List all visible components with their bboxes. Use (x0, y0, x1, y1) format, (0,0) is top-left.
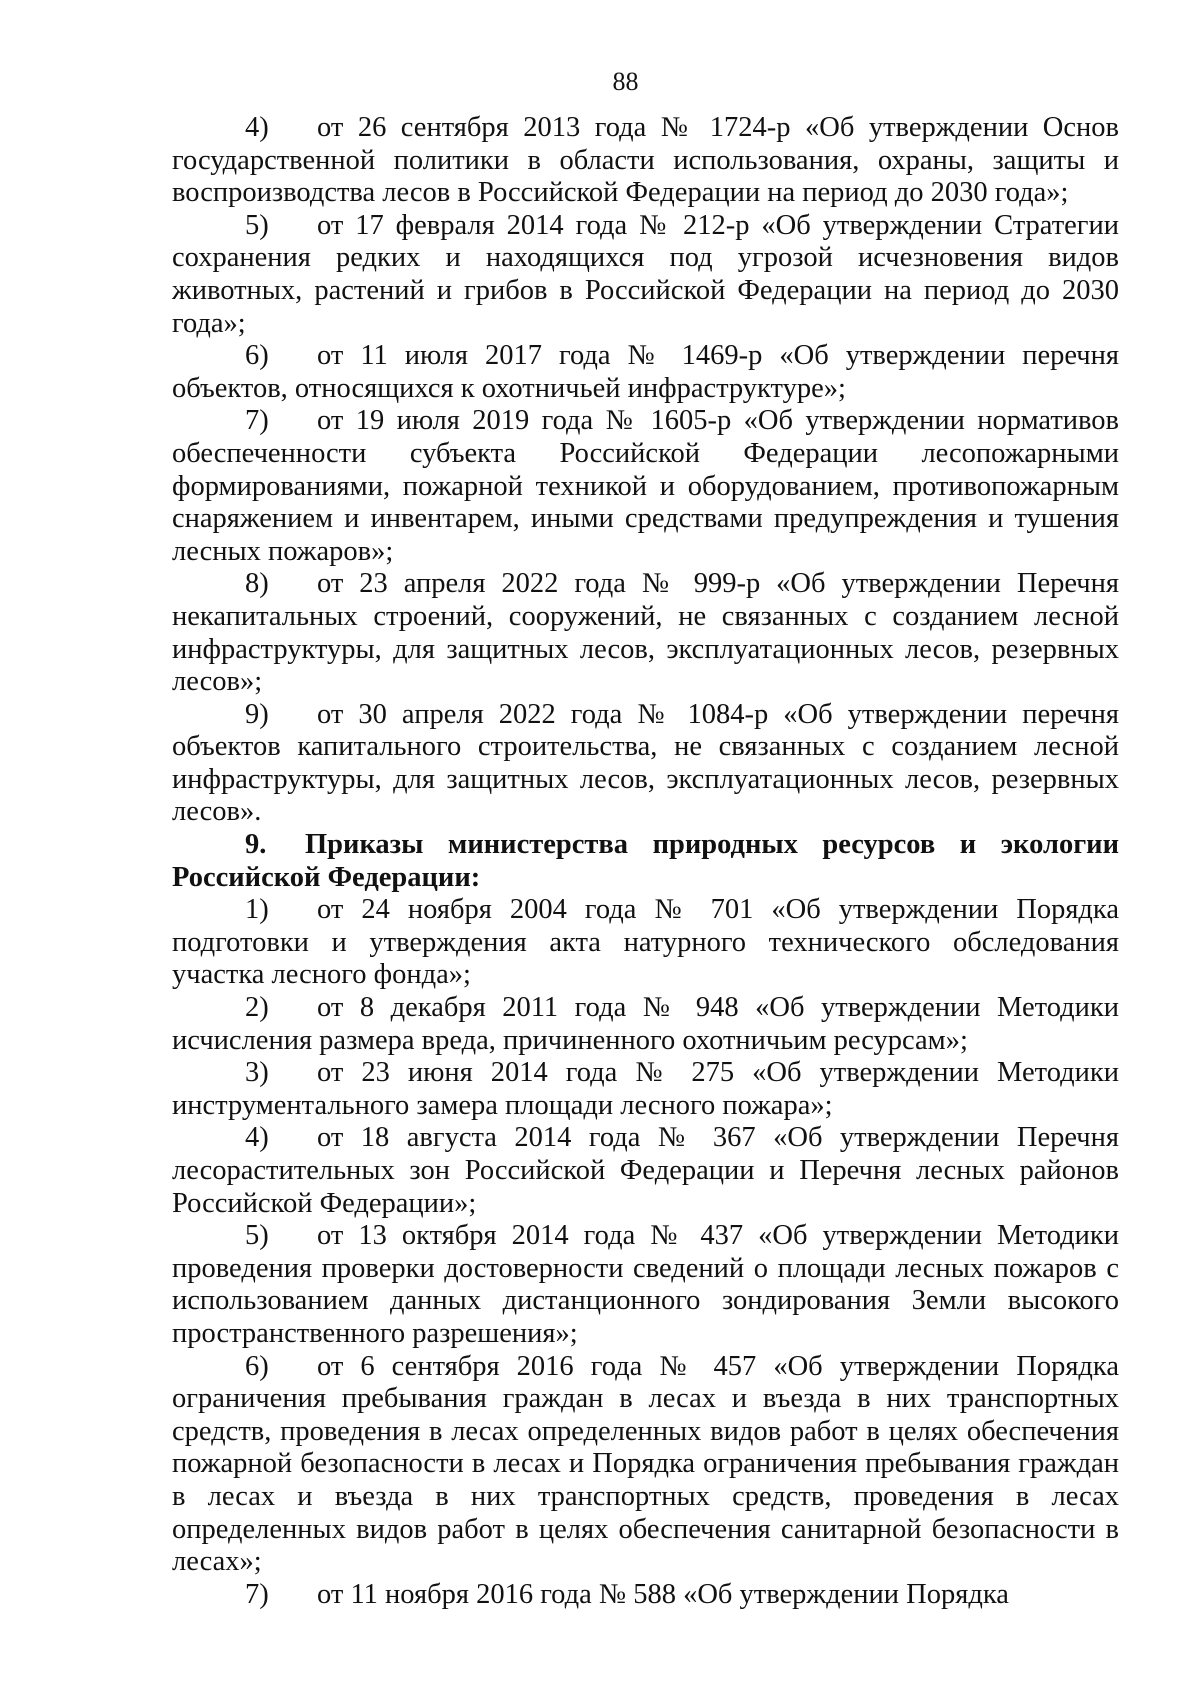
list-item (172, 1122, 1119, 1220)
list-item (172, 210, 1119, 340)
item-number: 4) (245, 1122, 269, 1154)
list-item (172, 894, 1119, 992)
list-item (172, 699, 1119, 829)
list-item (172, 340, 1119, 405)
list-item (172, 112, 1119, 210)
item-text: от 26 сентября 2013 года № 1724-р «Об утверждении Основ государственной политики в области использования, охраны, защиты и воспроизводства лесов в Российской Федерации на период до 2030 года»; (172, 112, 1119, 209)
list-item (172, 405, 1119, 568)
section-number: 9. (245, 829, 267, 861)
item-number: 4) (245, 112, 269, 143)
item-number: 3) (245, 1057, 269, 1089)
list-item (172, 568, 1119, 698)
item-text: от 19 июля 2019 года № 1605-р «Об утверждении нормативов обеспеченности субъекта Российской Федерации лесопожарными формированиями, пожарной техникой и оборудованием, противопожарным снаряжением и инвентарем, иными средствами предупреждения и тушения лесных пожаров»; (172, 405, 1119, 567)
list-item (172, 1057, 1119, 1122)
list-item (172, 992, 1119, 1057)
item-text: от 13 октября 2014 года № 437 «Об утверждении Методики проведения проверки достоверности сведений о площади лесных пожаров с использованием данных дистанционного зондирования Земли высокого пространственного разрешения»; (172, 1220, 1119, 1349)
item-number: 7) (245, 1578, 269, 1610)
item-number: 2) (245, 992, 269, 1024)
item-number: 9) (245, 698, 269, 730)
item-text: от 30 апреля 2022 года № 1084-р «Об утверждении перечня объектов капитального строительства, не связанных с созданием лесной инфраструктуры, для защитных лесов, эксплуатационных лесов, резервных лесов». (172, 698, 1119, 828)
section-heading (172, 829, 1119, 894)
item-text: от 11 ноября 2016 года № 588 «Об утверждении Порядка (317, 1578, 1009, 1610)
item-number: 5) (245, 209, 269, 241)
item-text: от 18 августа 2014 года № 367 «Об утверждении Перечня лесорастительных зон Российской Федерации и Перечня лесных районов Российской Федерации»; (172, 1122, 1119, 1219)
list-item (172, 1351, 1119, 1579)
list-item (172, 1579, 1119, 1612)
item-number: 7) (245, 405, 269, 437)
item-number: 1) (245, 894, 269, 926)
item-text: от 23 апреля 2022 года № 999-р «Об утверждении Перечня некапитальных строений, сооружений, не связанных с созданием лесной инфраструктуры, для защитных лесов, эксплуатационных лесов, резервных лесов»; (172, 568, 1119, 698)
item-text: от 11 июля 2017 года № 1469-р «Об утверждении перечня объектов, относящихся к охотничьей инфраструктуре»; (172, 340, 1119, 404)
item-text: от 23 июня 2014 года № 275 «Об утверждении Методики инструментального замера площади лесного пожара»; (172, 1057, 1119, 1121)
list-item (172, 1220, 1119, 1350)
item-number: 5) (245, 1220, 269, 1252)
item-text: от 17 февраля 2014 года № 212-р «Об утверждении Стратегии сохранения редких и находящихся под угрозой исчезновения видов животных, растений и грибов в Российской Федерации на период до 2030 года»; (172, 209, 1119, 339)
section-title: Приказы министерства природных ресурсов и экологии Российской Федерации: (172, 829, 1119, 893)
item-number: 6) (245, 340, 269, 372)
document-page (172, 66, 1119, 1611)
item-number: 6) (245, 1350, 269, 1382)
item-number: 8) (245, 568, 269, 600)
page-number: 88 (612, 67, 639, 96)
item-text: от 6 сентября 2016 года № 457 «Об утверждении Порядка ограничения пребывания граждан в лесах и въезда в них транспортных средств, проведения в лесах определенных видов работ в целях обеспечения пожарной безопасности в лесах и Порядка ограничения пребывания граждан в лесах и въезда в них транспортных средств, проведения в лесах определенных видов работ в целях обеспечения санитарной безопасности в лесах»; (172, 1350, 1119, 1578)
item-text: от 24 ноября 2004 года № 701 «Об утверждении Порядка подготовки и утверждения акта натурного технического обследования участка лесного фонда»; (172, 894, 1119, 991)
item-text: от 8 декабря 2011 года № 948 «Об утверждении Методики исчисления размера вреда, причиненного охотничьим ресурсам»; (172, 992, 1119, 1056)
